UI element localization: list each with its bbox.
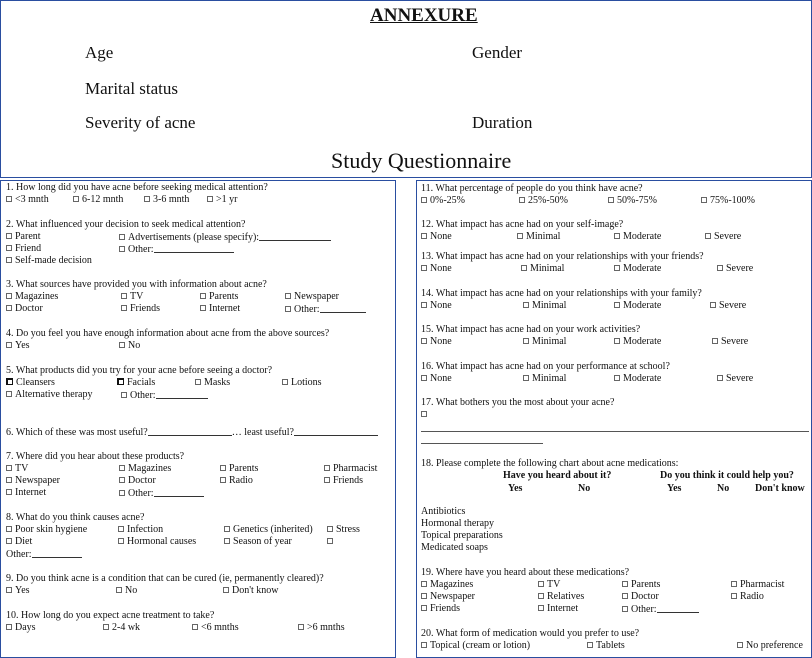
- q4-text: 4. Do you feel you have enough information about acne from the above sources?: [6, 328, 330, 339]
- q7-option[interactable]: Pharmacist: [324, 463, 377, 475]
- q19-option[interactable]: Other:: [622, 603, 699, 616]
- checkbox-icon: [614, 233, 620, 239]
- q10-option[interactable]: <6 mnths: [192, 622, 239, 634]
- q6-text2: … least useful?: [231, 427, 294, 438]
- checkbox-icon: [731, 593, 737, 599]
- checkbox-icon: [324, 465, 330, 471]
- q5-option[interactable]: Other:: [121, 389, 208, 402]
- study-questionnaire-title: Study Questionnaire: [331, 148, 512, 173]
- checkbox-icon: [324, 477, 330, 483]
- checkbox-icon: [6, 391, 12, 397]
- q17-box[interactable]: [421, 409, 430, 421]
- q3-option[interactable]: Parents: [200, 291, 238, 303]
- duration-label: Duration: [472, 113, 533, 132]
- q8-text: 8. What do you think causes acne?: [6, 512, 145, 523]
- q16-option[interactable]: Severe: [717, 373, 753, 385]
- checkbox-icon: [6, 342, 12, 348]
- q7-option[interactable]: Doctor: [119, 475, 156, 487]
- checkbox-icon: [220, 465, 226, 471]
- checkbox-icon: [519, 197, 525, 203]
- q1-option[interactable]: <3 mnth: [6, 194, 49, 206]
- annexure-title: ANNEXURE: [370, 5, 478, 26]
- q19-option[interactable]: Relatives: [538, 591, 584, 603]
- questions-right-column: [416, 180, 812, 658]
- checkbox-icon: [6, 257, 12, 263]
- checkbox-icon: [327, 526, 333, 532]
- checkbox-icon: [6, 196, 12, 202]
- q8-option-blank-box[interactable]: [327, 536, 336, 548]
- q3-option[interactable]: Doctor: [6, 303, 43, 315]
- q9-option[interactable]: Don't know: [223, 585, 279, 597]
- q18-col-heard: Have you heard about it?: [503, 470, 612, 481]
- q2-specify-blank[interactable]: [259, 231, 331, 241]
- checkbox-icon: [282, 379, 288, 385]
- checkbox-icon: [421, 375, 427, 381]
- checkbox-icon: [195, 379, 201, 385]
- q11-text: 11. What percentage of people do you think have acne?: [421, 183, 643, 194]
- q10-option[interactable]: Days: [6, 622, 36, 634]
- q8-option[interactable]: Stress: [327, 524, 360, 536]
- checkbox-icon: [121, 293, 127, 299]
- q2-option[interactable]: Parent: [6, 231, 41, 243]
- q18-sub-no: No: [578, 483, 591, 494]
- checkbox-icon: [622, 606, 628, 612]
- q15-option[interactable]: Severe: [712, 336, 748, 348]
- q2-option[interactable]: Friend: [6, 243, 41, 255]
- q14-option[interactable]: None: [421, 300, 452, 312]
- q3-option[interactable]: TV: [121, 291, 143, 303]
- checkbox-icon: [608, 197, 614, 203]
- checkbox-icon: [118, 526, 124, 532]
- checkbox-icon: [717, 375, 723, 381]
- marital-status-label: Marital status: [85, 79, 179, 98]
- q20-option[interactable]: Topical (cream or lotion): [421, 640, 530, 652]
- checkbox-icon: [285, 306, 291, 312]
- q1-option[interactable]: 6-12 mnth: [73, 194, 123, 206]
- q15-option[interactable]: Moderate: [614, 336, 661, 348]
- checkbox-icon: [116, 587, 122, 593]
- q5-option[interactable]: Alternative therapy: [6, 389, 92, 401]
- q19-other-blank[interactable]: [657, 603, 699, 613]
- q19-option[interactable]: Friends: [421, 603, 460, 615]
- checkbox-icon: [298, 624, 304, 630]
- checkbox-icon: [614, 338, 620, 344]
- q8-option[interactable]: Diet: [6, 536, 32, 548]
- q1-text: 1. How long did you have acne before seeking medical attention?: [6, 182, 268, 193]
- checkbox-icon: [421, 593, 427, 599]
- checkbox-icon: [421, 197, 427, 203]
- checkbox-icon: [200, 293, 206, 299]
- q1-option[interactable]: >1 yr: [207, 194, 237, 206]
- q3-other-blank[interactable]: [320, 303, 366, 313]
- checkbox-icon: [421, 411, 427, 417]
- q12-text: 12. What impact has acne had on your self-image?: [421, 219, 624, 230]
- checkbox-icon: [538, 605, 544, 611]
- checkbox-icon: [614, 302, 620, 308]
- q11-option[interactable]: 75%-100%: [701, 195, 755, 207]
- q6-row: [6, 426, 378, 439]
- q18-sub-yes: Yes: [667, 483, 682, 494]
- q3-option[interactable]: Other:: [285, 303, 366, 316]
- checkbox-icon: [614, 265, 620, 271]
- q8-option[interactable]: Infection: [118, 524, 163, 536]
- q16-option[interactable]: None: [421, 373, 452, 385]
- q19-option[interactable]: Parents: [622, 579, 660, 591]
- checkbox-icon: [220, 477, 226, 483]
- checkbox-icon: [144, 196, 150, 202]
- checkbox-icon: [121, 392, 127, 398]
- q18-sub-yes: Yes: [508, 483, 523, 494]
- checkbox-icon: [285, 293, 291, 299]
- q4-option[interactable]: Yes: [6, 340, 30, 352]
- checkbox-icon: [717, 265, 723, 271]
- q7-option[interactable]: Radio: [220, 475, 253, 487]
- q11-option[interactable]: 50%-75%: [608, 195, 657, 207]
- q14-option[interactable]: Moderate: [614, 300, 661, 312]
- q2-text: 2. What influenced your decision to seek medical attention?: [6, 219, 246, 230]
- checkbox-icon: [119, 490, 125, 496]
- q7-other-blank[interactable]: [154, 487, 204, 497]
- q7-option[interactable]: Parents: [220, 463, 258, 475]
- checkbox-icon: [192, 624, 198, 630]
- checkbox-icon: [6, 538, 12, 544]
- q5-option[interactable]: Masks: [195, 377, 230, 389]
- checkbox-icon: [587, 642, 593, 648]
- checkbox-icon: [710, 302, 716, 308]
- q19-option[interactable]: Doctor: [622, 591, 659, 603]
- q6-text: 6. Which of these was most useful?: [6, 427, 148, 438]
- q18-row-label: Medicated soaps: [421, 542, 488, 553]
- checkbox-icon: [421, 233, 427, 239]
- q19-option[interactable]: Radio: [731, 591, 764, 603]
- q7-option[interactable]: Friends: [324, 475, 363, 487]
- q7-option[interactable]: Internet: [6, 487, 46, 499]
- checkbox-icon: [712, 338, 718, 344]
- q17-text: 17. What bothers you the most about your acne?: [421, 397, 615, 408]
- q7-option[interactable]: Other:: [119, 487, 204, 500]
- q18-sub-dont-know: Don't know: [755, 483, 805, 494]
- q17-answer-line[interactable]: [421, 443, 543, 444]
- q5-option[interactable]: Facials: [117, 377, 155, 389]
- checkbox-icon: [421, 605, 427, 611]
- q19-option[interactable]: Newspaper: [421, 591, 475, 603]
- checkbox-icon: [119, 246, 125, 252]
- q1-option[interactable]: 3-6 mnth: [144, 194, 189, 206]
- age-label: Age: [85, 43, 114, 62]
- checkbox-icon: [118, 538, 124, 544]
- q7-option[interactable]: TV: [6, 463, 28, 475]
- checkbox-icon: [6, 587, 12, 593]
- q2-option[interactable]: Other:: [119, 243, 234, 256]
- checkbox-icon: [6, 233, 12, 239]
- checkbox-icon: [731, 581, 737, 587]
- q18-text: 18. Please complete the following chart about acne medications:: [421, 458, 679, 469]
- q5-text: 5. What products did you try for your acne before seeing a doctor?: [6, 365, 273, 376]
- q9-option[interactable]: Yes: [6, 585, 30, 597]
- checkbox-icon: [421, 581, 427, 587]
- q15-option[interactable]: Minimal: [523, 336, 566, 348]
- q7-option[interactable]: Newspaper: [6, 475, 60, 487]
- q20-option[interactable]: Tablets: [587, 640, 625, 652]
- q20-text: 20. What form of medication would you prefer to use?: [421, 628, 640, 639]
- q16-option[interactable]: Minimal: [523, 373, 566, 385]
- q11-option[interactable]: 0%-25%: [421, 195, 465, 207]
- q18-row-label: Topical preparations: [421, 530, 503, 541]
- checkbox-icon: [327, 538, 333, 544]
- checkbox-icon: [521, 265, 527, 271]
- q16-option[interactable]: Moderate: [614, 373, 661, 385]
- q3-option[interactable]: Friends: [121, 303, 160, 315]
- q3-text: 3. What sources have provided you with information about acne?: [6, 279, 267, 290]
- q12-option[interactable]: Severe: [705, 231, 741, 243]
- q8-option[interactable]: Season of year: [224, 536, 292, 548]
- q10-option[interactable]: 2-4 wk: [103, 622, 140, 634]
- checkbox-icon: [224, 538, 230, 544]
- q8-other-blank[interactable]: [32, 548, 82, 558]
- checkbox-icon: [523, 375, 529, 381]
- q18-row-label: Hormonal therapy: [421, 518, 495, 529]
- checkbox-icon: [121, 305, 127, 311]
- checkbox-icon: [421, 302, 427, 308]
- checkbox-icon: [103, 624, 109, 630]
- checkbox-icon: [6, 624, 12, 630]
- q3-option[interactable]: Newspaper: [285, 291, 339, 303]
- checkbox-icon: [523, 338, 529, 344]
- q15-option[interactable]: None: [421, 336, 452, 348]
- checkbox-icon: [119, 465, 125, 471]
- checkbox-icon: [6, 526, 12, 532]
- checked-box-icon: [117, 378, 124, 385]
- q17-answer-line[interactable]: [421, 431, 809, 432]
- q19-text: 19. Where have you heard about these medications?: [421, 567, 630, 578]
- checkbox-icon: [119, 234, 125, 240]
- checkbox-icon: [421, 338, 427, 344]
- q13-option[interactable]: Moderate: [614, 263, 661, 275]
- checkbox-icon: [6, 489, 12, 495]
- q8-option[interactable]: Genetics (inherited): [224, 524, 313, 536]
- q10-text: 10. How long do you expect acne treatment to take?: [6, 610, 215, 621]
- q3-option[interactable]: Internet: [200, 303, 240, 315]
- q5-option[interactable]: Lotions: [282, 377, 322, 389]
- q3-option[interactable]: Magazines: [6, 291, 58, 303]
- checkbox-icon: [705, 233, 711, 239]
- checkbox-icon: [6, 477, 12, 483]
- q7-text: 7. Where did you hear about these products?: [6, 451, 185, 462]
- q15-text: 15. What impact has acne had on your work activities?: [421, 324, 641, 335]
- checkbox-icon: [421, 642, 427, 648]
- q18-sub-no: No: [717, 483, 730, 494]
- q19-option[interactable]: TV: [538, 579, 560, 591]
- checkbox-icon: [223, 587, 229, 593]
- checkbox-icon: [421, 265, 427, 271]
- annexure-header: [0, 0, 812, 178]
- q5-option[interactable]: Cleansers: [6, 377, 55, 389]
- q18-row-label: Antibiotics: [421, 506, 466, 517]
- q8-option[interactable]: Other:: [6, 548, 82, 561]
- q9-option[interactable]: No: [116, 585, 137, 597]
- q11-option[interactable]: 25%-50%: [519, 195, 568, 207]
- q2-option[interactable]: Advertisements (please specify):: [119, 231, 331, 244]
- q12-option[interactable]: None: [421, 231, 452, 243]
- q14-text: 14. What impact has acne had on your relationships with your family?: [421, 288, 702, 299]
- checkbox-icon: [701, 197, 707, 203]
- q16-text: 16. What impact has acne had on your performance at school?: [421, 361, 670, 372]
- checkbox-icon: [523, 302, 529, 308]
- checkbox-icon: [119, 342, 125, 348]
- q12-option[interactable]: Minimal: [517, 231, 560, 243]
- q7-option[interactable]: Magazines: [119, 463, 171, 475]
- q12-option[interactable]: Moderate: [614, 231, 661, 243]
- q5-other-blank[interactable]: [156, 389, 208, 399]
- q6-least-useful-blank[interactable]: [294, 426, 378, 436]
- q20-option[interactable]: No preference: [737, 640, 803, 652]
- q14-option[interactable]: Minimal: [523, 300, 566, 312]
- checkbox-icon: [622, 593, 628, 599]
- checkbox-icon: [6, 245, 12, 251]
- checkbox-icon: [622, 581, 628, 587]
- checked-box-icon: [6, 378, 13, 385]
- severity-label: Severity of acne: [85, 113, 196, 132]
- questions-left-column: [0, 180, 396, 658]
- checkbox-icon: [538, 593, 544, 599]
- checkbox-icon: [6, 293, 12, 299]
- checkbox-icon: [538, 581, 544, 587]
- q13-text: 13. What impact has acne had on your relationships with your friends?: [421, 251, 704, 262]
- checkbox-icon: [200, 305, 206, 311]
- q10-option[interactable]: >6 mnths: [298, 622, 345, 634]
- q18-col-help: Do you think it could help you?: [660, 470, 794, 481]
- q2-other-blank[interactable]: [154, 243, 234, 253]
- q8-option[interactable]: Poor skin hygiene: [6, 524, 87, 536]
- checkbox-icon: [207, 196, 213, 202]
- q19-option[interactable]: Internet: [538, 603, 578, 615]
- checkbox-icon: [517, 233, 523, 239]
- q6-most-useful-blank[interactable]: [148, 426, 232, 436]
- q14-option[interactable]: Severe: [710, 300, 746, 312]
- checkbox-icon: [737, 642, 743, 648]
- q4-option[interactable]: No: [119, 340, 140, 352]
- checkbox-icon: [119, 477, 125, 483]
- q2-option[interactable]: Self-made decision: [6, 255, 92, 267]
- q19-option[interactable]: Magazines: [421, 579, 473, 591]
- q9-text: 9. Do you think acne is a condition that can be cured (ie, permanently cleared)?: [6, 573, 324, 584]
- checkbox-icon: [614, 375, 620, 381]
- q13-option[interactable]: Minimal: [521, 263, 564, 275]
- q8-option[interactable]: Hormonal causes: [118, 536, 196, 548]
- checkbox-icon: [73, 196, 79, 202]
- checkbox-icon: [6, 465, 12, 471]
- q13-option[interactable]: None: [421, 263, 452, 275]
- checkbox-icon: [224, 526, 230, 532]
- checkbox-icon: [6, 305, 12, 311]
- q13-option[interactable]: Severe: [717, 263, 753, 275]
- gender-label: Gender: [472, 43, 523, 62]
- q19-option[interactable]: Pharmacist: [731, 579, 784, 591]
